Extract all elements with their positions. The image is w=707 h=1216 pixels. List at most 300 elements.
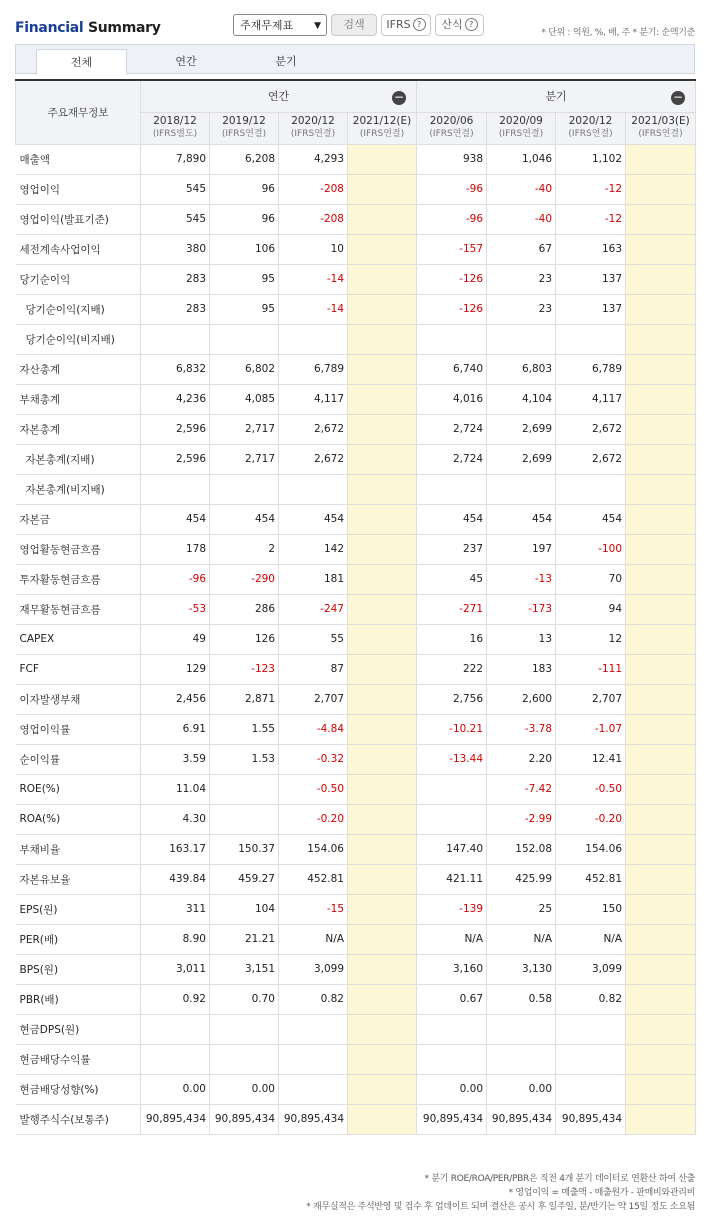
table-cell: 150.37 <box>210 834 279 864</box>
table-cell: 6,740 <box>417 354 487 384</box>
table-cell: -3.78 <box>487 714 556 744</box>
table-cell <box>626 504 696 534</box>
table-cell <box>348 774 417 804</box>
table-cell <box>348 144 417 174</box>
table-cell <box>348 1044 417 1074</box>
table-cell: 6,208 <box>210 144 279 174</box>
tab-all[interactable]: 전체 <box>36 49 127 75</box>
table-cell: -40 <box>487 174 556 204</box>
row-label: 당기순이익(비지배) <box>16 324 141 354</box>
row-label: 부채총계 <box>16 384 141 414</box>
table-cell: 95 <box>210 294 279 324</box>
table-cell <box>348 564 417 594</box>
table-cell <box>417 474 487 504</box>
table-cell: 154.06 <box>556 834 626 864</box>
table-cell: -111 <box>556 654 626 684</box>
row-label: PBR(배) <box>16 984 141 1014</box>
table-cell: 21.21 <box>210 924 279 954</box>
table-cell <box>279 1044 348 1074</box>
table-cell <box>210 804 279 834</box>
table-cell: 1.55 <box>210 714 279 744</box>
table-cell: -100 <box>556 534 626 564</box>
period-tabs <box>15 44 695 74</box>
table-cell <box>141 324 210 354</box>
group-annual-label: 연간 <box>267 90 290 104</box>
table-cell: 2,672 <box>556 444 626 474</box>
table-cell: 90,895,434 <box>141 1104 210 1134</box>
table-cell: 454 <box>487 504 556 534</box>
table-cell: 150 <box>556 894 626 924</box>
table-cell <box>626 894 696 924</box>
table-cell: 4,293 <box>279 144 348 174</box>
table-cell <box>417 804 487 834</box>
column-period: 2020/09 <box>499 115 543 127</box>
table-cell <box>210 774 279 804</box>
table-cell: 2,600 <box>487 684 556 714</box>
title-part-financial: Financial <box>15 20 84 36</box>
table-cell: 0.70 <box>210 984 279 1014</box>
table-cell <box>556 474 626 504</box>
table-cell: -96 <box>141 564 210 594</box>
formula-help-button[interactable] <box>435 14 484 36</box>
table-cell: 938 <box>417 144 487 174</box>
table-row <box>16 654 696 684</box>
table-cell: -157 <box>417 234 487 264</box>
header-bar <box>0 0 707 44</box>
table-cell: 95 <box>210 264 279 294</box>
table-cell <box>626 1044 696 1074</box>
table-cell <box>348 804 417 834</box>
column-header <box>210 112 279 144</box>
column-header <box>348 112 417 144</box>
table-cell <box>626 384 696 414</box>
row-label: 현금배당성향(%) <box>16 1074 141 1104</box>
table-row <box>16 174 696 204</box>
table-row <box>16 534 696 564</box>
table-cell: 283 <box>141 264 210 294</box>
table-cell: 12 <box>556 624 626 654</box>
table-cell: 454 <box>279 504 348 534</box>
row-header: 주요재무정보 <box>16 80 141 144</box>
table-cell <box>348 894 417 924</box>
table-cell <box>626 354 696 384</box>
table-cell <box>348 294 417 324</box>
formula-label: 산식 <box>441 18 463 31</box>
table-cell <box>487 1014 556 1044</box>
question-icon: ? <box>413 18 426 31</box>
table-row <box>16 264 696 294</box>
table-row <box>16 1044 696 1074</box>
table-cell: 1,046 <box>487 144 556 174</box>
column-basis: (IFRS연결) <box>221 129 267 139</box>
table-cell: 2,456 <box>141 684 210 714</box>
table-cell: 45 <box>417 564 487 594</box>
group-annual-header <box>141 80 417 112</box>
table-cell: 380 <box>141 234 210 264</box>
table-cell: 23 <box>487 264 556 294</box>
table-cell <box>348 474 417 504</box>
table-cell <box>487 324 556 354</box>
table-cell: 6.91 <box>141 714 210 744</box>
table-cell: 2,672 <box>279 414 348 444</box>
table-cell <box>487 1044 556 1074</box>
table-cell <box>348 324 417 354</box>
table-cell: 0.00 <box>487 1074 556 1104</box>
table-cell <box>626 924 696 954</box>
table-cell: 181 <box>279 564 348 594</box>
column-period: 2021/03(E) <box>631 115 690 127</box>
table-cell <box>348 654 417 684</box>
table-cell <box>141 1014 210 1044</box>
table-cell: 6,802 <box>210 354 279 384</box>
row-label: FCF <box>16 654 141 684</box>
table-cell: 0.82 <box>279 984 348 1014</box>
table-cell <box>348 444 417 474</box>
table-cell <box>626 234 696 264</box>
column-header <box>626 112 696 144</box>
row-label: 현금배당수익률 <box>16 1044 141 1074</box>
table-cell: N/A <box>417 924 487 954</box>
table-cell <box>348 414 417 444</box>
table-cell: -208 <box>279 204 348 234</box>
row-label: BPS(원) <box>16 954 141 984</box>
table-row <box>16 624 696 654</box>
table-row <box>16 954 696 984</box>
table-cell <box>141 1044 210 1074</box>
table-cell <box>626 1074 696 1104</box>
table-row <box>16 834 696 864</box>
table-cell: 545 <box>141 174 210 204</box>
table-cell <box>626 954 696 984</box>
table-row <box>16 564 696 594</box>
table-cell <box>279 474 348 504</box>
row-label: 영업이익 <box>16 174 141 204</box>
table-cell <box>626 414 696 444</box>
table-cell <box>348 624 417 654</box>
table-cell: 4,117 <box>556 384 626 414</box>
table-row <box>16 144 696 174</box>
chevron-down-icon: ▼ <box>314 21 321 31</box>
table-cell: 0.58 <box>487 984 556 1014</box>
ifrs-label: IFRS <box>386 18 411 31</box>
table-cell: 154.06 <box>279 834 348 864</box>
table-cell: -13.44 <box>417 744 487 774</box>
table-cell: 454 <box>141 504 210 534</box>
table-cell: 96 <box>210 174 279 204</box>
table-cell: 2,717 <box>210 444 279 474</box>
table-row <box>16 204 696 234</box>
table-cell: 3.59 <box>141 744 210 774</box>
table-row <box>16 984 696 1014</box>
table-cell <box>417 774 487 804</box>
table-cell <box>626 984 696 1014</box>
table-cell <box>626 684 696 714</box>
table-cell: 4,104 <box>487 384 556 414</box>
collapse-annual-icon[interactable]: − <box>393 90 405 104</box>
column-period: 2021/12(E) <box>352 115 412 127</box>
table-row <box>16 504 696 534</box>
table-cell: -40 <box>487 204 556 234</box>
table-cell: -208 <box>279 174 348 204</box>
table-cell <box>626 804 696 834</box>
table-cell: 90,895,434 <box>487 1104 556 1134</box>
table-cell: 452.81 <box>556 864 626 894</box>
table-cell <box>626 624 696 654</box>
tab-annual[interactable]: 연간 <box>175 55 197 68</box>
table-cell: -10.21 <box>417 714 487 744</box>
table-cell <box>626 264 696 294</box>
row-label: 세전계속사업이익 <box>16 234 141 264</box>
table-cell: -126 <box>417 264 487 294</box>
table-cell: -2.99 <box>487 804 556 834</box>
table-cell: 163.17 <box>141 834 210 864</box>
table-cell: 163 <box>556 234 626 264</box>
column-basis: (IFRS연결) <box>638 129 683 139</box>
table-row <box>16 804 696 834</box>
question-icon: ? <box>465 18 478 31</box>
table-cell: 2,756 <box>417 684 487 714</box>
table-cell: 55 <box>279 624 348 654</box>
table-row <box>16 774 696 804</box>
table-cell <box>348 594 417 624</box>
table-row <box>16 354 696 384</box>
title-part-summary: Summary <box>87 20 161 36</box>
table-cell: 4.30 <box>141 804 210 834</box>
table-cell <box>626 444 696 474</box>
table-cell: 2,672 <box>279 444 348 474</box>
table-cell <box>626 534 696 564</box>
row-label: 자본유보율 <box>16 864 141 894</box>
table-cell: 16 <box>417 624 487 654</box>
row-label: 영업이익률 <box>16 714 141 744</box>
table-cell <box>348 924 417 954</box>
table-cell: -96 <box>417 174 487 204</box>
ifrs-help-button[interactable] <box>381 14 431 36</box>
table-cell: 3,130 <box>487 954 556 984</box>
column-header <box>487 112 556 144</box>
table-cell: 2,717 <box>210 414 279 444</box>
table-row <box>16 1014 696 1044</box>
table-cell: 2,724 <box>417 414 487 444</box>
table-cell <box>348 204 417 234</box>
table-cell: -7.42 <box>487 774 556 804</box>
table-cell: 0.82 <box>556 984 626 1014</box>
table-cell: 237 <box>417 534 487 564</box>
table-cell <box>626 324 696 354</box>
row-label: 이자발생부채 <box>16 684 141 714</box>
table-cell <box>556 324 626 354</box>
table-row <box>16 444 696 474</box>
table-cell <box>626 564 696 594</box>
table-cell: 311 <box>141 894 210 924</box>
table-cell <box>348 864 417 894</box>
footnote: * 영업이익 = 매출액 - 매출원가 - 판매비와관리비 <box>508 1188 695 1198</box>
table-cell: 2,596 <box>141 444 210 474</box>
table-cell <box>626 744 696 774</box>
table-cell: 2,596 <box>141 414 210 444</box>
table-cell <box>210 324 279 354</box>
table-cell: 222 <box>417 654 487 684</box>
table-cell <box>348 714 417 744</box>
table-cell: -12 <box>556 204 626 234</box>
table-cell: 3,099 <box>556 954 626 984</box>
table-cell: -139 <box>417 894 487 924</box>
table-cell <box>348 234 417 264</box>
table-cell: 90,895,434 <box>279 1104 348 1134</box>
table-cell: 106 <box>210 234 279 264</box>
table-cell <box>348 1014 417 1044</box>
table-cell: 67 <box>487 234 556 264</box>
table-cell <box>348 534 417 564</box>
table-cell: 4,236 <box>141 384 210 414</box>
search-button[interactable]: 검색 <box>331 14 377 36</box>
table-cell: 2,672 <box>556 414 626 444</box>
footnotes <box>306 1172 695 1214</box>
table-cell: 137 <box>556 264 626 294</box>
row-label: 매출액 <box>16 144 141 174</box>
table-cell <box>348 684 417 714</box>
row-label: 자본금 <box>16 504 141 534</box>
table-cell: -247 <box>279 594 348 624</box>
collapse-quarter-icon[interactable]: − <box>673 90 684 104</box>
table-cell <box>348 834 417 864</box>
table-cell: 4,016 <box>417 384 487 414</box>
table-cell: 0.92 <box>141 984 210 1014</box>
table-cell: 2,871 <box>210 684 279 714</box>
table-cell: 7,890 <box>141 144 210 174</box>
table-cell <box>348 954 417 984</box>
table-cell <box>417 324 487 354</box>
table-cell <box>626 1014 696 1044</box>
table-row <box>16 714 696 744</box>
table-cell <box>210 474 279 504</box>
table-cell <box>141 474 210 504</box>
table-cell <box>417 1014 487 1044</box>
row-label: 자산총계 <box>16 354 141 384</box>
table-cell <box>279 324 348 354</box>
group-quarter-label: 분기 <box>545 90 567 104</box>
table-cell: 152.08 <box>487 834 556 864</box>
table-cell <box>417 1044 487 1074</box>
table-cell: 137 <box>556 294 626 324</box>
table-row <box>16 384 696 414</box>
table-cell: 4,085 <box>210 384 279 414</box>
table-cell: 0.00 <box>417 1074 487 1104</box>
table-cell <box>348 744 417 774</box>
column-basis: (IFRS연결) <box>429 129 474 139</box>
table-cell <box>626 834 696 864</box>
row-label: ROE(%) <box>16 774 141 804</box>
table-cell: 142 <box>279 534 348 564</box>
table-cell: -14 <box>279 264 348 294</box>
table-cell <box>348 984 417 1014</box>
column-header <box>417 112 487 144</box>
row-label: ROA(%) <box>16 804 141 834</box>
row-label: 부채비율 <box>16 834 141 864</box>
table-cell: -13 <box>487 564 556 594</box>
table-row <box>16 684 696 714</box>
row-label: 자본총계 <box>16 414 141 444</box>
table-cell: 126 <box>210 624 279 654</box>
table-cell: -1.07 <box>556 714 626 744</box>
table-cell: -290 <box>210 564 279 594</box>
table-row <box>16 324 696 354</box>
table-cell: 87 <box>279 654 348 684</box>
table-cell <box>626 1104 696 1134</box>
table-cell <box>626 714 696 744</box>
table-cell: 25 <box>487 894 556 924</box>
table-cell <box>348 174 417 204</box>
table-cell: 6,803 <box>487 354 556 384</box>
table-cell: 94 <box>556 594 626 624</box>
table-cell: 183 <box>487 654 556 684</box>
table-row <box>16 474 696 504</box>
table-cell <box>210 1044 279 1074</box>
row-label: 영업활동현금흐름 <box>16 534 141 564</box>
table-cell: 104 <box>210 894 279 924</box>
table-cell <box>626 174 696 204</box>
table-cell <box>348 504 417 534</box>
table-cell: 2 <box>210 534 279 564</box>
table-cell <box>626 654 696 684</box>
table-cell: 459.27 <box>210 864 279 894</box>
table-cell <box>626 864 696 894</box>
table-cell: 8.90 <box>141 924 210 954</box>
table-cell: N/A <box>279 924 348 954</box>
column-basis: (IFRS연결) <box>498 129 544 139</box>
table-cell: -15 <box>279 894 348 924</box>
statement-type-select[interactable] <box>233 14 327 36</box>
table-row <box>16 294 696 324</box>
table-cell: -4.84 <box>279 714 348 744</box>
table-cell: 70 <box>556 564 626 594</box>
table-cell: 3,151 <box>210 954 279 984</box>
column-header <box>556 112 626 144</box>
table-cell: 2,707 <box>556 684 626 714</box>
table-cell <box>210 1014 279 1044</box>
row-label: 당기순이익 <box>16 264 141 294</box>
table-cell <box>626 204 696 234</box>
select-value: 주재무제표 <box>240 19 294 32</box>
column-basis: (IFRS연결) <box>568 129 613 139</box>
table-row <box>16 1074 696 1104</box>
table-cell <box>279 1014 348 1044</box>
row-label: 순이익률 <box>16 744 141 774</box>
footnote: * 재무실적은 주석반영 및 검수 후 업데이트 되며 결산은 공시 후 일주일, 분/반기는 약 15일 정도 소요됨 <box>306 1202 695 1212</box>
table-cell: 197 <box>487 534 556 564</box>
table-cell: 454 <box>556 504 626 534</box>
table-cell: 6,832 <box>141 354 210 384</box>
tab-quarter[interactable]: 분기 <box>275 55 297 68</box>
table-cell: -96 <box>417 204 487 234</box>
table-cell <box>348 1074 417 1104</box>
column-period: 2020/12 <box>568 115 613 127</box>
table-cell <box>487 474 556 504</box>
table-cell: 6,789 <box>279 354 348 384</box>
table-cell: 3,099 <box>279 954 348 984</box>
table-cell: 49 <box>141 624 210 654</box>
table-cell: 6,789 <box>556 354 626 384</box>
table-cell: -0.20 <box>279 804 348 834</box>
table-cell: -53 <box>141 594 210 624</box>
table-cell: -0.50 <box>556 774 626 804</box>
table-cell: 2,707 <box>279 684 348 714</box>
table-cell: 90,895,434 <box>210 1104 279 1134</box>
table-cell: 545 <box>141 204 210 234</box>
table-cell: 178 <box>141 534 210 564</box>
table-cell <box>626 474 696 504</box>
table-cell: 90,895,434 <box>417 1104 487 1134</box>
